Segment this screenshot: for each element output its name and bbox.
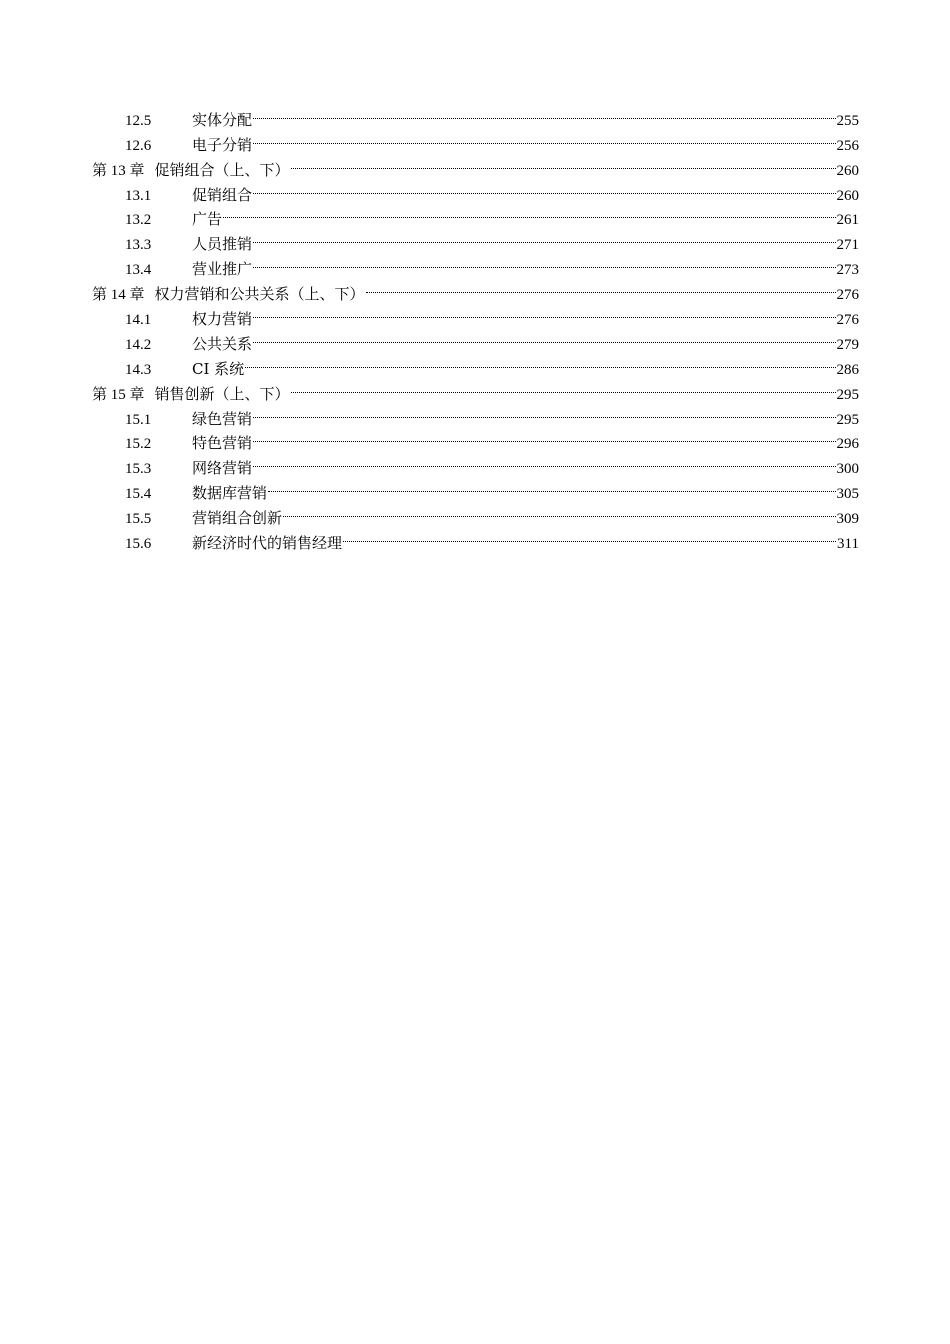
toc-entry-page-number: 311 xyxy=(837,536,859,553)
dot-leader xyxy=(252,324,836,349)
toc-entry-number: 15.5 xyxy=(125,511,152,528)
toc-entry-number: 13.3 xyxy=(125,237,152,254)
toc-entry-page-number: 300 xyxy=(836,461,859,478)
toc-entry-number: 12.6 xyxy=(125,137,152,154)
toc-entry-title: 权力营销 xyxy=(192,310,253,329)
toc-entry-page-number: 296 xyxy=(836,436,859,453)
toc-entry-page-number: 273 xyxy=(836,262,859,279)
dot-leader xyxy=(244,349,836,374)
toc-entry-title: 权力营销和公共关系（上、下） xyxy=(154,285,365,304)
toc-entry-page-number: 260 xyxy=(836,162,859,179)
toc-entry-title: 促销组合 xyxy=(192,185,253,204)
toc-entry-title: 实体分配 xyxy=(192,110,253,129)
toc-entry-page-number: 271 xyxy=(836,237,859,254)
toc-entry-number: 15.4 xyxy=(125,486,152,503)
toc-entry-page-number: 309 xyxy=(836,511,859,528)
toc-entry-page-number: 295 xyxy=(836,411,859,428)
toc-entry-title: 销售创新（上、下） xyxy=(154,384,290,403)
toc-entry-number: 15.1 xyxy=(125,411,152,428)
toc-entry-title: 新经济时代的销售经理 xyxy=(192,534,343,553)
dot-leader xyxy=(252,175,836,200)
toc-entry-number: 14.1 xyxy=(125,312,152,329)
dot-leader xyxy=(342,523,837,548)
toc-entry-number: 13.4 xyxy=(125,262,152,279)
toc-entry-title: 电子分销 xyxy=(192,135,253,154)
toc-entry-number: 13.1 xyxy=(125,187,152,204)
toc-entry-title: 广告 xyxy=(192,210,223,229)
toc-entry-number: 15.3 xyxy=(125,461,152,478)
toc-entry-number: 13.2 xyxy=(125,212,152,229)
toc-section-entry[interactable] xyxy=(92,100,859,129)
toc-entry-title: 营销组合创新 xyxy=(192,509,283,528)
toc-entry-page-number: 286 xyxy=(836,361,859,378)
toc-entry-page-number: 276 xyxy=(836,287,859,304)
toc-entry-page-number: 260 xyxy=(836,187,859,204)
toc-entry-page-number: 279 xyxy=(836,336,859,353)
toc-entry-page-number: 305 xyxy=(836,486,859,503)
toc-entry-number: 14.3 xyxy=(125,361,152,378)
table-of-contents xyxy=(92,100,859,553)
toc-entry-page-number: 295 xyxy=(836,386,859,403)
toc-entry-title: 绿色营销 xyxy=(192,409,253,428)
toc-entry-title: 特色营销 xyxy=(192,434,253,453)
dot-leader xyxy=(252,125,836,150)
toc-entry-title: 公共关系 xyxy=(192,334,253,353)
dot-leader xyxy=(252,100,836,125)
dot-leader xyxy=(290,150,837,175)
toc-entry-page-number: 255 xyxy=(836,112,859,129)
dot-leader xyxy=(252,399,836,424)
dot-leader xyxy=(252,299,836,324)
toc-entry-title: 网络营销 xyxy=(192,459,253,478)
toc-entry-number: 12.5 xyxy=(125,112,152,129)
toc-entry-number: 第 15 章 xyxy=(92,386,145,403)
toc-entry-page-number: 276 xyxy=(836,312,859,329)
dot-leader xyxy=(365,274,837,299)
toc-entry-number: 第 14 章 xyxy=(92,287,145,304)
toc-entry-title: 人员推销 xyxy=(192,235,253,254)
dot-leader xyxy=(252,424,836,449)
toc-entry-number: 14.2 xyxy=(125,336,152,353)
dot-leader xyxy=(290,374,837,399)
toc-entry-number: 15.6 xyxy=(125,536,152,553)
toc-entry-page-number: 261 xyxy=(836,212,859,229)
toc-entry-title: CI 系统 xyxy=(192,359,245,378)
toc-entry-number: 15.2 xyxy=(125,436,152,453)
dot-leader xyxy=(252,249,836,274)
dot-leader xyxy=(222,200,836,225)
dot-leader xyxy=(252,448,836,473)
toc-entry-title: 数据库营销 xyxy=(192,484,268,503)
dot-leader xyxy=(252,224,836,249)
toc-entry-page-number: 256 xyxy=(836,137,859,154)
dot-leader xyxy=(267,473,836,498)
toc-entry-title: 营业推广 xyxy=(192,260,253,279)
toc-entry-number: 第 13 章 xyxy=(92,162,145,179)
toc-entry-title: 促销组合（上、下） xyxy=(154,160,290,179)
dot-leader xyxy=(282,498,836,523)
